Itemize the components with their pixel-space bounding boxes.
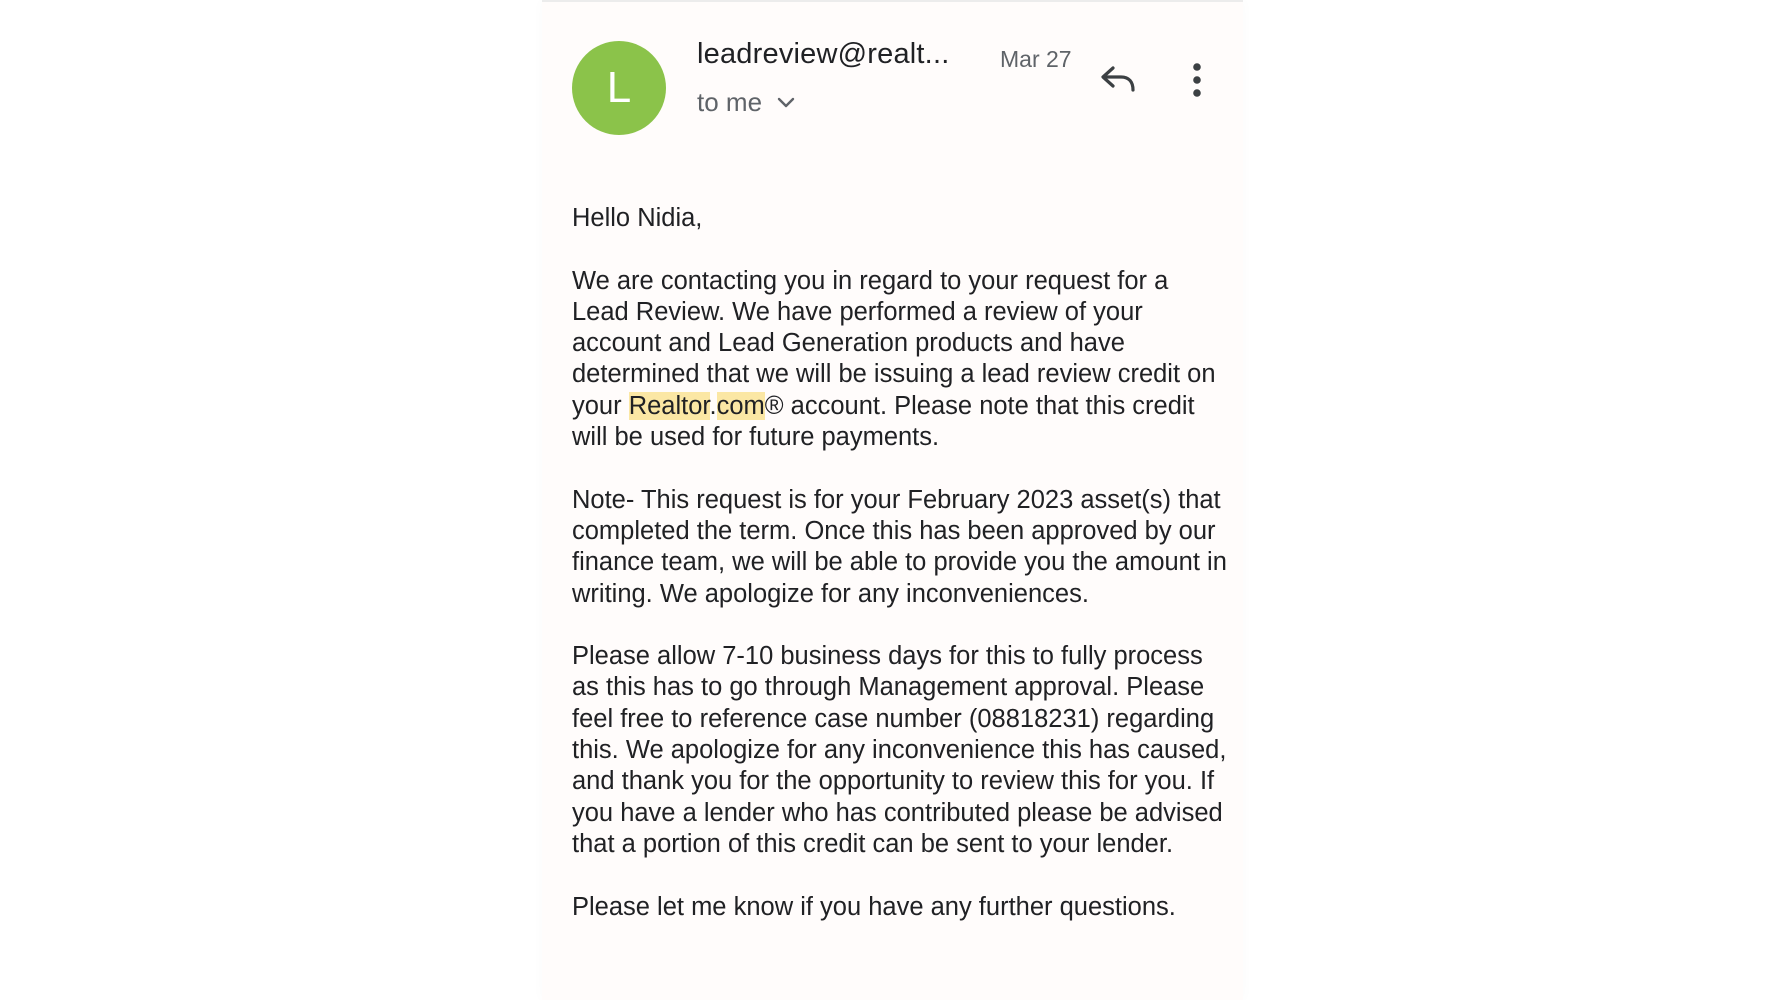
paragraph-credit-end: ® account. Please note that this credit will be used for future payments. xyxy=(572,391,1195,452)
sender-avatar[interactable]: L xyxy=(572,41,666,135)
sender-address[interactable]: leadreview@realt... xyxy=(697,38,950,70)
email-date: Mar 27 xyxy=(1000,46,1072,72)
paragraph-note: Note- This request is for your February 2023 asset(s) that completed the term. Once this has been approved by our finance team, we will be able to provide you the amount in writing. We apologize for any inconveniences. xyxy=(572,485,1227,608)
realtor-link-part[interactable]: Realtor xyxy=(628,391,710,420)
more-vert-icon[interactable] xyxy=(1192,62,1202,98)
reply-icon[interactable] xyxy=(1099,62,1137,96)
email-body xyxy=(572,203,1232,954)
greeting: Hello Nidia, xyxy=(572,204,703,232)
paragraph-closing: Please let me know if you have any further questions. xyxy=(572,892,1176,921)
email-panel xyxy=(542,0,1243,1000)
recipient-label: to me xyxy=(697,87,763,117)
realtor-link-dot[interactable]: . xyxy=(709,391,717,420)
paragraph-processing: Please allow 7-10 business days for this to fully process as this has to go through Management approval. Please feel free to reference case number (08818231) regarding this. We apologize for any inconvenience this has caused, and thank you for the opportunity to review this for you. If you have a lender who has contributed please be advised that a portion of this credit can be sent to your lender. xyxy=(572,642,1227,858)
top-divider xyxy=(542,0,1243,2)
paragraph-credit-start: We are contacting you in regard to your request for a Lead Review. We have performed a review of your account and Lead Generation products and have determined that we will be issuing a lead review credit on your xyxy=(572,266,1216,420)
com-link-part[interactable]: com xyxy=(716,391,765,420)
recipient-details-toggle[interactable] xyxy=(697,87,796,118)
chevron-down-icon xyxy=(776,96,796,110)
paragraph-credit xyxy=(572,266,1232,454)
